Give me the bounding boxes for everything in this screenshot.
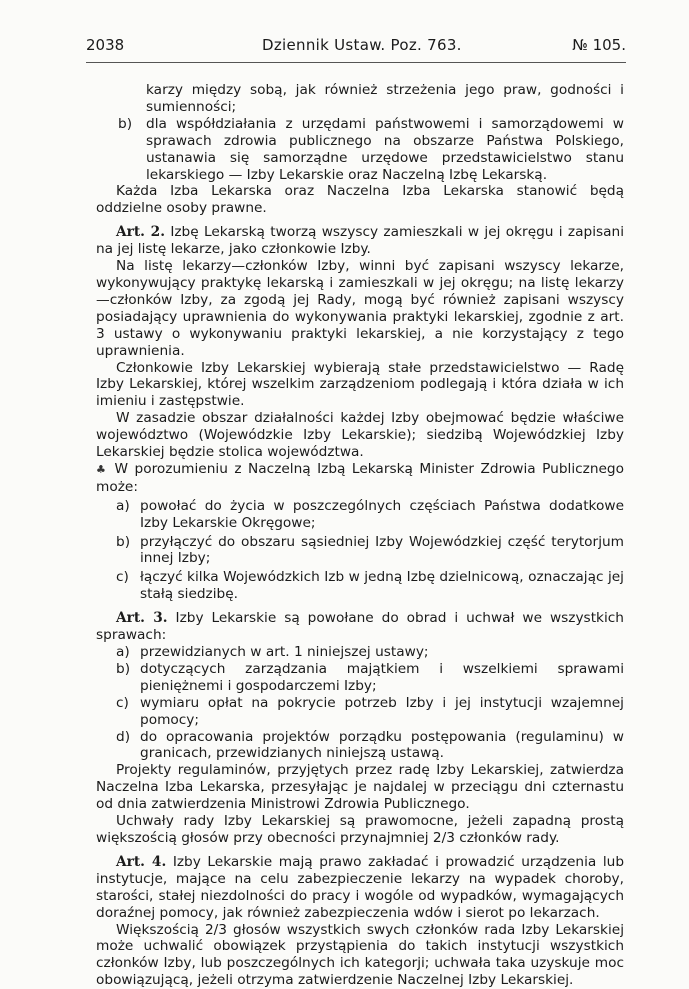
document-body [96, 82, 624, 989]
article-2 [96, 224, 624, 258]
list-item [96, 661, 624, 695]
list-text: wymiaru opłat na pokrycie potrzeb Izby i jej instytucji wzajemnej pomocy; [140, 695, 624, 728]
ornament-mark: ♣ [96, 463, 108, 476]
article-label: Art. 2. [116, 224, 165, 240]
article-text: Izby Lekarskie są powołane do obrad i uchwał we wszystkich sprawach: [96, 610, 624, 643]
article-4 [96, 854, 624, 922]
article-3 [96, 610, 624, 644]
list-marker: d) [116, 729, 130, 746]
paragraph: Członkowie Izby Lekarskiej wybierają stałe przedstawicielstwo — Radę Izby Lekarskiej, której wszelkim zarządzeniom podlegają i która działa w ich imieniu i zastępstwie. [96, 360, 624, 411]
page-number: 2038 [86, 36, 124, 54]
list-item [96, 116, 624, 184]
list-text: przewidzianych w art. 1 niniejszej ustawy; [140, 644, 429, 660]
list-text: powołać do życia w poszczególnych częściach Państwa dodatkowe Izby Lekarskie Okręgowe; [140, 498, 624, 531]
list-text: łączyć kilka Wojewódzkich Izb w jedną Izbę dzielnicową, oznaczając jej stałą siedzibę. [140, 569, 624, 602]
list-marker: c) [116, 569, 129, 586]
list-marker: b) [116, 534, 130, 551]
continued-text: karzy między sobą, jak również strzeżenia jego praw, godności i sumienności; [96, 82, 624, 116]
paragraph: Uchwały rady Izby Lekarskiej są prawomocne, jeżeli zapadną prostą większością głosów przy obecności przynajmniej 2/3 członków rady. [96, 813, 624, 847]
list-marker: c) [116, 695, 129, 712]
paragraph [96, 461, 624, 496]
paragraph: Na listę lekarzy—członków Izby, winni być zapisani wszyscy lekarze, wykonywujący praktykę lekarską i zamieszkali w jej okręgu; na listę lekarzy—członków Izby, za zgodą jej Rady, mogą być również zapisani wszyscy posiadający uprawnienia do wykonywania praktyki lekarskiej, zgodnie z art. 3 ustawy o wykonywaniu praktyki lekarskiej, a nie korzystający z tego uprawnienia. [96, 258, 624, 359]
list-marker: a) [116, 644, 130, 661]
paragraph: Projekty regulaminów, przyjętych przez radę Izby Lekarskiej, zatwierdza Naczelna Izba Lekarska, przesyłając je najdalej w przeciągu dni czternastu od dnia zatwierdzenia Ministrowi Zdrowia Publicznego. [96, 762, 624, 813]
paragraph: W zasadzie obszar działalności każdej Izby obejmować będzie właściwe województwo (Wojewódzkie Izby Lekarskie); siedzibą Wojewódzkiej Izby Lekarskiej będzie stolica województwa. [96, 410, 624, 461]
article-label: Art. 4. [116, 854, 166, 870]
article-text: Izbę Lekarską tworzą wszyscy zamieszkali w jej okręgu i zapisani na jej listę lekarze, jako członkowie Izby. [96, 224, 624, 257]
page-header [86, 36, 626, 60]
list-item [96, 729, 624, 763]
header-rule [86, 62, 626, 63]
list-item [96, 534, 624, 568]
paragraph-text: W porozumieniu z Naczelną Izbą Lekarską Minister Zdrowia Publicznego może: [96, 461, 624, 495]
list-text: dla współdziałania z urzędami państwowemi i samorządowemi w sprawach zdrowia publicznego na obszarze Państwa Polskiego, ustanawia się samorządne urzędowe przedstawicielstwo stanu lekarskiego — Izby Lekarskie oraz Naczelną Izbę Lekarską. [146, 116, 624, 183]
list-item [96, 569, 624, 603]
list-marker: b) [116, 661, 130, 678]
list-item [96, 695, 624, 729]
list-item [96, 498, 624, 532]
list-text: dotyczących zarządzania majątkiem i wszelkiemi sprawami pieniężnemi i gospodarczemi Izby; [140, 661, 624, 694]
list-marker: a) [116, 498, 130, 515]
journal-title: Dziennik Ustaw. Poz. 763. [262, 36, 462, 54]
article-text: Izby Lekarskie mają prawo zakładać i prowadzić urządzenia lub instytucje, mające na celu zabezpieczenie lekarzy na wypadek choroby, starości, stałej niezdolności do pracy i wogóle od wypadków, wymagających doraźnej pomocy, jak również zabezpieczenia wdów i sierot po lekarzach. [96, 854, 624, 921]
list-text: przyłączyć do obszaru sąsiedniej Izby Wojewódzkiej część terytorjum innej Izby; [140, 534, 624, 567]
paragraph: Większością 2/3 głosów wszystkich swych członków rada Izby Lekarskiej może uchwalić obowiązek przystąpienia do takich instytucji wszystkich członków Izby, lub poszczególnych ich kategorji; uchwała taka uzyskuje moc obowiązującą, jeżeli otrzyma zatwierdzenie Naczelnej Izby Lekarskiej. [96, 922, 624, 989]
list-item [96, 644, 624, 661]
article-label: Art. 3. [116, 610, 168, 626]
paragraph: Każda Izba Lekarska oraz Naczelna Izba Lekarska stanowić będą oddzielne osoby prawne. [96, 183, 624, 217]
list-marker: b) [118, 116, 132, 133]
issue-number: № 105. [572, 36, 626, 54]
list-text: do opracowania projektów porządku postępowania (regulaminu) w granicach, przewidzianych niniejszą ustawą. [140, 729, 624, 762]
